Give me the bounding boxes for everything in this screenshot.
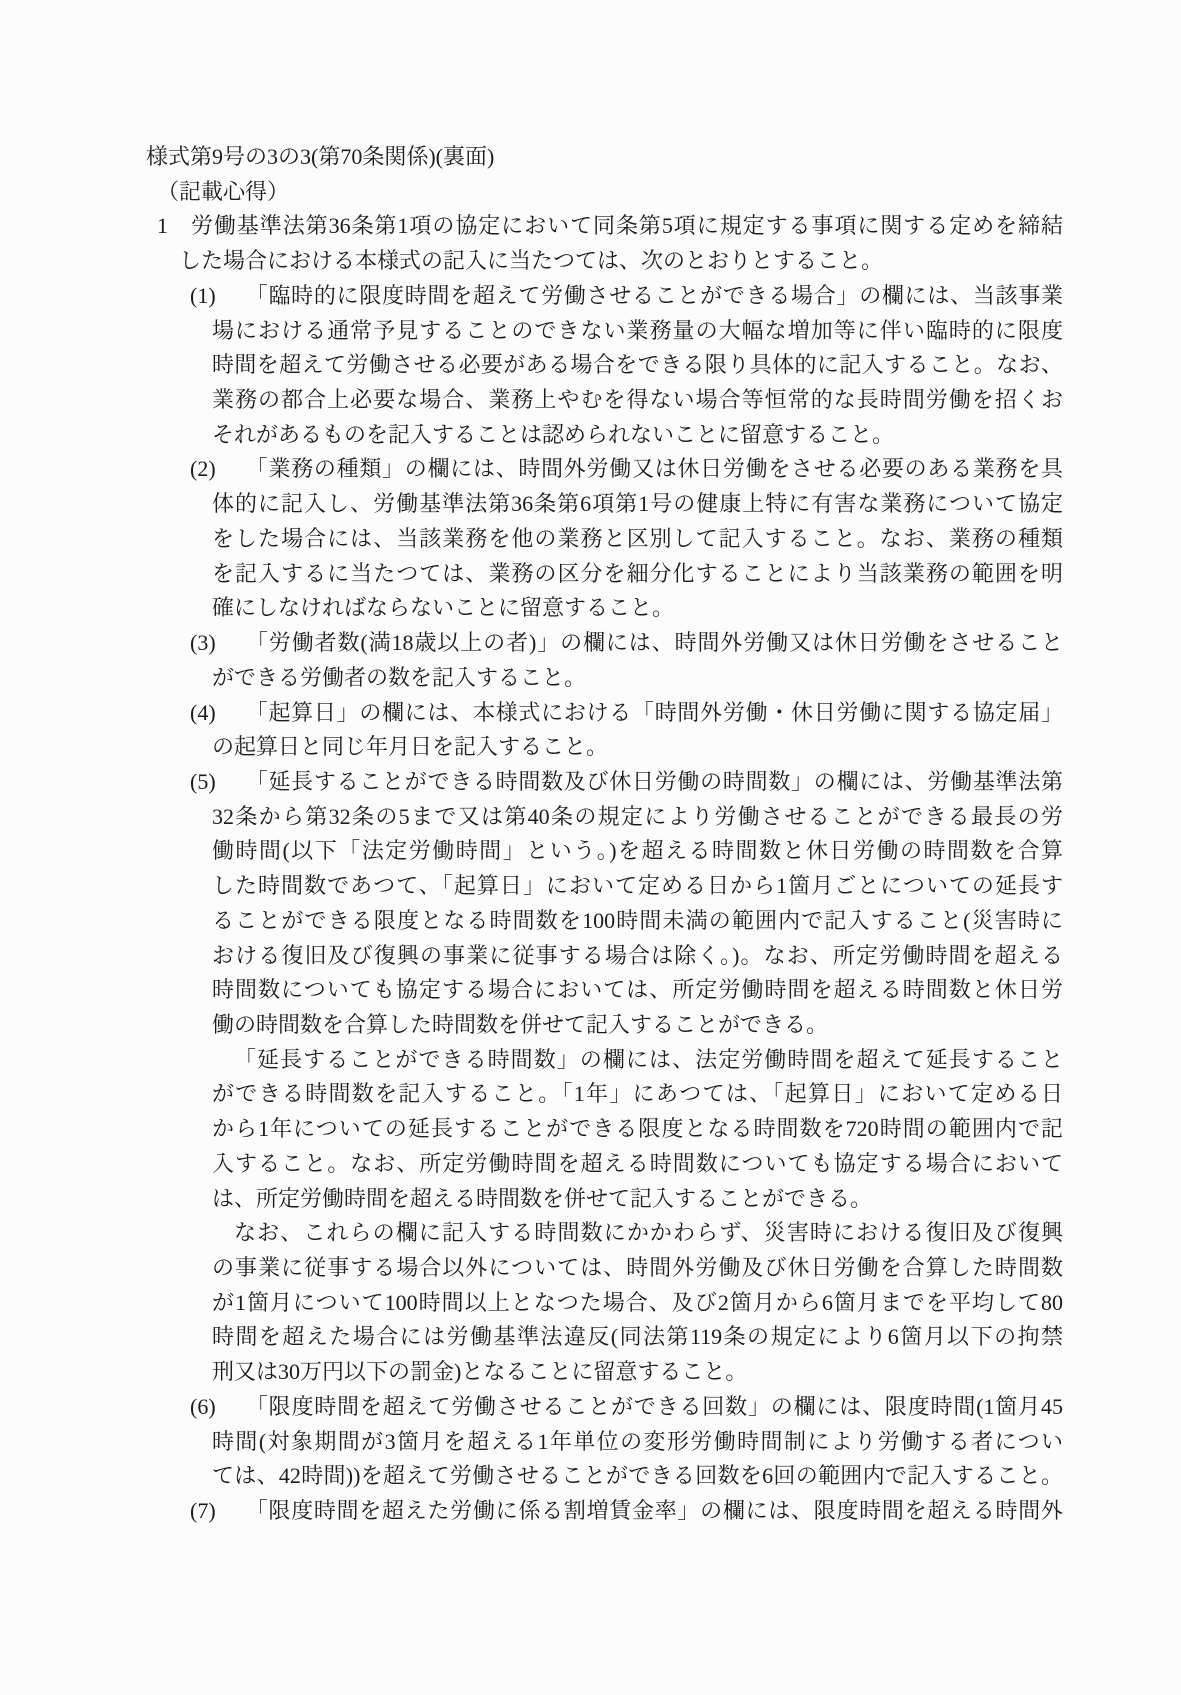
line-text: ては、42時間))を超えて労働させることができる回数を6回の範囲内で記入すること。 [212, 1463, 1063, 1489]
line-text: それがあるものを記入することは認められないことに留意すること。 [212, 421, 895, 447]
line-text: 時間を超えて労働させる必要がある場合をできる限り具体的に記入すること。なお、 [212, 352, 1063, 378]
line-text: 様式第9号の3の3(第70条関係)(裏面) [146, 144, 495, 169]
line-text: 「労働者数(満18歳以上の者)」の欄には、時間外労働又は休日労働をさせること [245, 630, 1063, 656]
doc-line [146, 1216, 1063, 1251]
doc-line [146, 696, 1063, 731]
doc-line [146, 591, 1063, 626]
line-text: 「臨時的に限度時間を超えて労働させることができる場合」の欄には、当該事業 [245, 282, 1063, 308]
line-text: 「限度時間を超えた労働に係る割増賃金率」の欄には、限度時間を超える時間外 [245, 1498, 1063, 1524]
line-text: ができる労働者の数を記入すること。 [212, 664, 587, 690]
doc-line [146, 314, 1063, 349]
doc-line [146, 1112, 1063, 1147]
doc-line [146, 175, 1063, 210]
line-text: 「限度時間を超えて労働させることができる回数」の欄には、限度時間(1箇月45 [245, 1393, 1063, 1419]
doc-line [146, 1008, 1063, 1043]
doc-line [146, 244, 1063, 279]
line-text: した場合における本様式の記入に当たつては、次のとおりとすること。 [179, 248, 884, 274]
doc-line [146, 800, 1063, 835]
line-text: 時間(対象期間が3箇月を超える1年単位の変形労働時間制により労働する者につい [212, 1428, 1063, 1454]
item-marker: (3) [190, 630, 216, 656]
doc-line [146, 1355, 1063, 1390]
line-text: 労働基準法第36条第1項の協定において同条第5項に規定する事項に関する定めを締結 [190, 213, 1063, 239]
line-text: 入すること。なお、所定労働時間を超える時間数についても協定する場合において [212, 1150, 1063, 1176]
line-text: おける復旧及び復興の事業に従事する場合は除く。)。なお、所定労働時間を超える [212, 942, 1063, 968]
doc-line [146, 1251, 1063, 1286]
line-text: から1年についての延長することができる限度となる時間数を720時間の範囲内で記 [212, 1116, 1063, 1142]
line-text: 場における通常予見することのできない業務量の大幅な増加等に伴い臨時的に限度 [212, 317, 1063, 343]
line-text: 刑又は30万円以下の罰金)となることに留意すること。 [212, 1359, 748, 1385]
line-text: が1箇月について100時間以上となつた場合、及び2箇月から6箇月までを平均して80 [212, 1289, 1063, 1315]
doc-line [146, 140, 1063, 175]
doc-line [146, 209, 1063, 244]
doc-line [146, 1286, 1063, 1321]
doc-line [146, 765, 1063, 800]
line-text: 「延長することができる時間数及び休日労働の時間数」の欄には、労働基準法第 [245, 768, 1063, 794]
document-body [0, 140, 1063, 1529]
line-text: ができる時間数を記入すること。「1年」にあつては、「起算日」において定める日 [212, 1081, 1063, 1107]
doc-line [146, 939, 1063, 974]
doc-line [146, 973, 1063, 1008]
line-text: 「起算日」の欄には、本様式における「時間外労働・休日労働に関する協定届」 [245, 699, 1063, 725]
line-text: ることができる限度となる時間数を100時間未満の範囲内で記入すること(災害時に [212, 907, 1063, 933]
doc-line [146, 626, 1063, 661]
line-text: 体的に記入し、労働基準法第36条第6項第1号の健康上特に有害な業務について協定 [212, 491, 1063, 517]
doc-line [146, 383, 1063, 418]
line-text: 確にしなければならないことに留意すること。 [212, 595, 675, 621]
line-text: をした場合には、当該業務を他の業務と区別して記入すること。なお、業務の種類 [212, 525, 1063, 551]
doc-line [146, 1147, 1063, 1182]
line-text: 働時間(以下「法定労働時間」という。)を超える時間数と休日労働の時間数を合算 [212, 838, 1063, 864]
doc-line [146, 1459, 1063, 1494]
doc-line [146, 1425, 1063, 1460]
doc-line [146, 487, 1063, 522]
item-marker: (4) [190, 699, 216, 725]
doc-line [146, 834, 1063, 869]
item-marker: (1) [190, 282, 216, 308]
doc-line [146, 348, 1063, 383]
line-text: 32条から第32条の5まで又は第40条の規定により労働させることができる最長の労 [212, 803, 1063, 829]
item-marker: (6) [190, 1393, 216, 1419]
line-text: の事業に従事する場合以外については、時間外労働及び休日労働を合算した時間数 [212, 1255, 1063, 1280]
doc-line [146, 1077, 1063, 1112]
doc-line [146, 1320, 1063, 1355]
item-marker: (5) [190, 768, 216, 794]
doc-line [146, 1494, 1063, 1529]
item-marker: (7) [190, 1498, 216, 1524]
line-text: の起算日と同じ年月日を記入すること。 [212, 734, 609, 760]
line-text: なお、これらの欄に記入する時間数にかかわらず、災害時における復旧及び復興 [234, 1220, 1063, 1246]
line-text: （記載心得） [157, 178, 290, 204]
line-text: 時間数についても協定する場合においては、所定労働時間を超える時間数と休日労 [212, 977, 1063, 1003]
doc-line [146, 1390, 1063, 1425]
line-text: 業務の都合上必要な場合、業務上やむを得ない場合等恒常的な長時間労働を招くお [212, 387, 1063, 413]
line-text: は、所定労働時間を超える時間数を併せて記入することができる。 [212, 1185, 873, 1211]
line-text: 時間を超えた場合には労働基準法違反(同法第119条の規定により6箇月以下の拘禁 [212, 1324, 1063, 1350]
doc-line [146, 661, 1063, 696]
doc-line [146, 904, 1063, 939]
doc-line [146, 730, 1063, 765]
item-marker: 1 [157, 213, 168, 239]
item-marker: (2) [190, 456, 216, 482]
doc-line [146, 557, 1063, 592]
line-text: 「業務の種類」の欄には、時間外労働又は休日労働をさせる必要のある業務を具 [245, 456, 1063, 482]
doc-line [146, 452, 1063, 487]
line-text: した時間数であつて、「起算日」において定める日から1箇月ごとについての延長す [212, 873, 1063, 899]
doc-line [146, 418, 1063, 453]
doc-line [146, 522, 1063, 557]
doc-line [146, 279, 1063, 314]
line-text: 「延長することができる時間数」の欄には、法定労働時間を超えて延長すること [234, 1046, 1063, 1072]
line-text: を記入するに当たつては、業務の区分を細分化することにより当該業務の範囲を明 [212, 560, 1063, 586]
doc-line [146, 1043, 1063, 1078]
doc-line [146, 1182, 1063, 1217]
line-text: 働の時間数を合算した時間数を併せて記入することができる。 [212, 1011, 829, 1037]
doc-line [146, 869, 1063, 904]
